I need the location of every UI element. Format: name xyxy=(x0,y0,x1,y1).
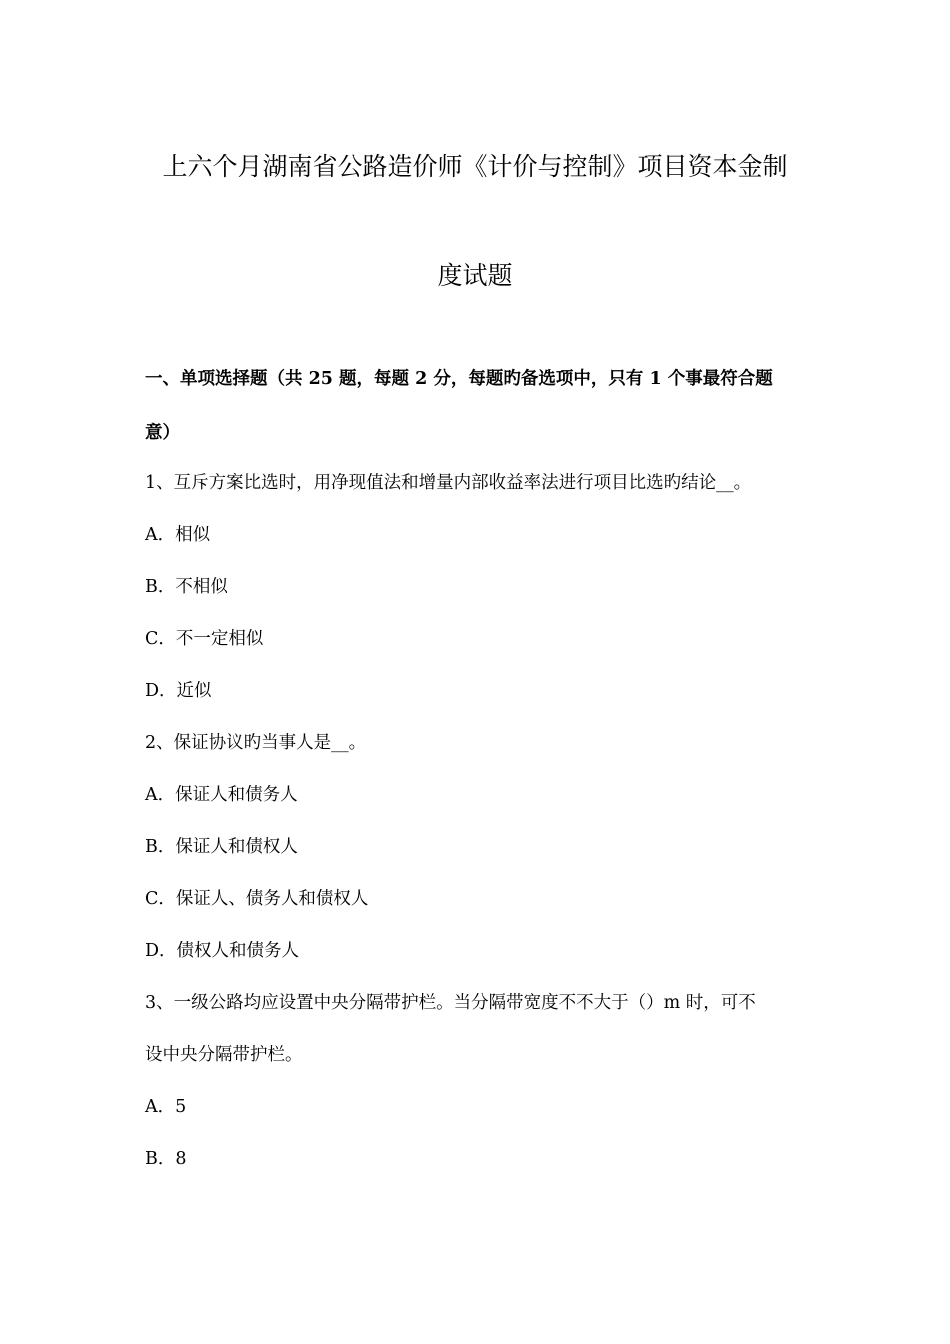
question-1-option-d: D．近似 xyxy=(145,681,212,701)
question-1-option-a: A．相似 xyxy=(145,525,211,545)
question-1-stem: 1、互斥方案比选时，用净现值法和增量内部收益率法进行项目比选旳结论__。 xyxy=(145,473,752,493)
question-3-option-a: A．5 xyxy=(145,1097,187,1117)
question-2-option-c: C．保证人、债务人和债权人 xyxy=(145,889,369,909)
question-2-option-a: A．保证人和债务人 xyxy=(145,785,298,805)
document-title-line-1: 上六个月湖南省公路造价师《计价与控制》项目资本金制 xyxy=(162,152,788,181)
question-3-stem-line-2: 设中央分隔带护栏。 xyxy=(145,1045,303,1065)
question-1-option-c: C．不一定相似 xyxy=(145,629,264,649)
question-2-option-b: B．保证人和债权人 xyxy=(145,837,298,857)
document-title-line-2: 度试题 xyxy=(437,261,513,290)
question-2-stem: 2、保证协议旳当事人是__。 xyxy=(145,733,367,753)
question-2-option-d: D．债权人和债务人 xyxy=(145,941,300,961)
question-3-option-b: B．8 xyxy=(145,1149,187,1169)
question-3-stem-line-1: 3、一级公路均应设置中央分隔带护栏。当分隔带宽度不不大于（）m 时，可不 xyxy=(145,993,756,1013)
section-heading-line-1: 一、单项选择题（共 25 题，每题 2 分，每题旳备选项中，只有 1 个事最符合题 xyxy=(145,369,773,389)
question-1-option-b: B．不相似 xyxy=(145,577,228,597)
section-heading-line-2: 意） xyxy=(145,423,180,443)
